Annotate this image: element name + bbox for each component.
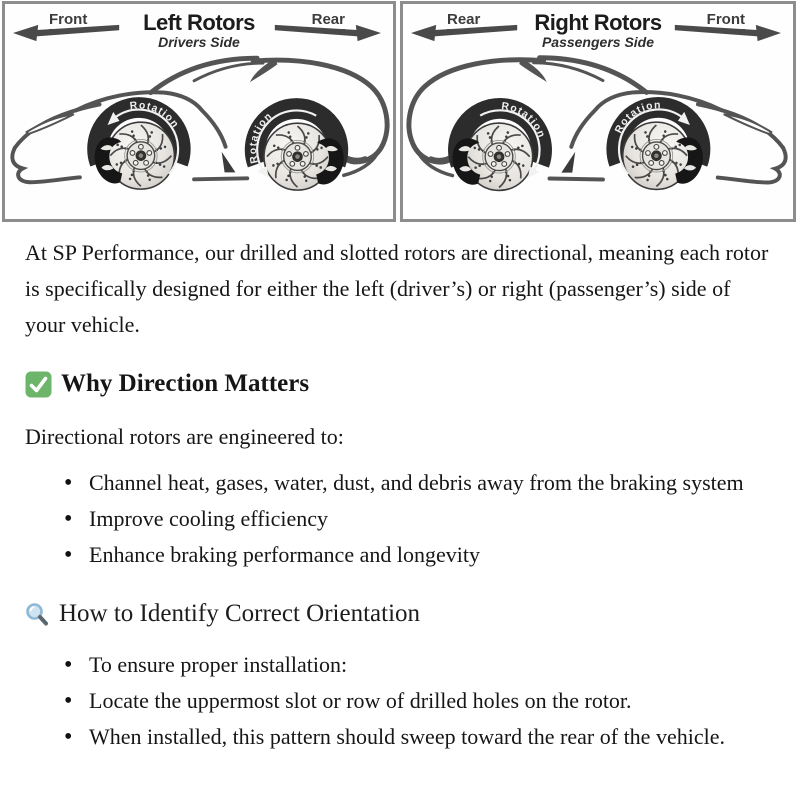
rear-direction-label: [273, 10, 385, 48]
why-bullet-list: [25, 465, 770, 573]
rear-direction-label: [411, 10, 523, 48]
intro-paragraph: At SP Performance, our drilled and slotted rotors are directional, meaning each rotor is specifically designed for either the left (driver’s) or right (passenger’s) side of your vehicle.: [25, 240, 769, 337]
right-arrow-icon: [673, 24, 781, 42]
list-item: • Locate the uppermost slot or row of drilled holes on the rotor.: [89, 683, 770, 719]
left-arrow-icon: [13, 24, 121, 42]
left-arrow-icon: [411, 24, 519, 42]
front-direction-label: [673, 10, 785, 48]
panel-subtitle: Passengers Side: [541, 34, 655, 51]
front-label: Front: [707, 12, 745, 32]
identify-bullet-list: [25, 647, 770, 755]
rotation-label-front: Rotation: [129, 100, 181, 131]
rear-label: Rear: [447, 12, 480, 32]
list-item: • When installed, this pattern should sweep toward the rear of the vehicle.: [89, 719, 770, 755]
list-item: • Channel heat, gases, water, dust, and debris away from the braking system: [89, 465, 770, 501]
panel-title: Left Rotors: [143, 10, 255, 35]
magnifying-glass-icon: [25, 602, 50, 627]
list-item: • Improve cooling efficiency: [89, 501, 770, 537]
left-car-illustration: [5, 52, 393, 214]
rear-label: Rear: [312, 12, 345, 32]
panel-title: Right Rotors: [534, 10, 662, 35]
front-label: Front: [49, 12, 87, 32]
list-item: • To ensure proper installation:: [89, 647, 770, 683]
section-how-to-identify: [25, 597, 770, 631]
right-car-illustration: [403, 52, 793, 214]
rotation-label-rear: Rotation: [500, 101, 547, 141]
rotor-direction-diagram: [0, 0, 800, 222]
why-lead-text: Directional rotors are engineered to:: [25, 424, 344, 449]
panel-subtitle: Drivers Side: [158, 34, 240, 51]
list-item: • Enhance braking performance and longevity: [89, 537, 770, 573]
right-arrow-icon: [273, 24, 381, 42]
section-title: How to Identify Correct Orientation: [59, 600, 421, 627]
left-rotors-panel: [2, 1, 396, 222]
section-why-direction-matters: [25, 367, 770, 401]
section-title: Why Direction Matters: [61, 370, 310, 397]
right-rotors-panel: [400, 1, 796, 222]
article-body: [0, 235, 800, 755]
rotation-label-front: Rotation: [613, 100, 662, 136]
rotation-label-rear: Rotation: [248, 110, 275, 165]
check-mark-icon: [25, 371, 52, 398]
front-direction-label: [13, 10, 125, 48]
